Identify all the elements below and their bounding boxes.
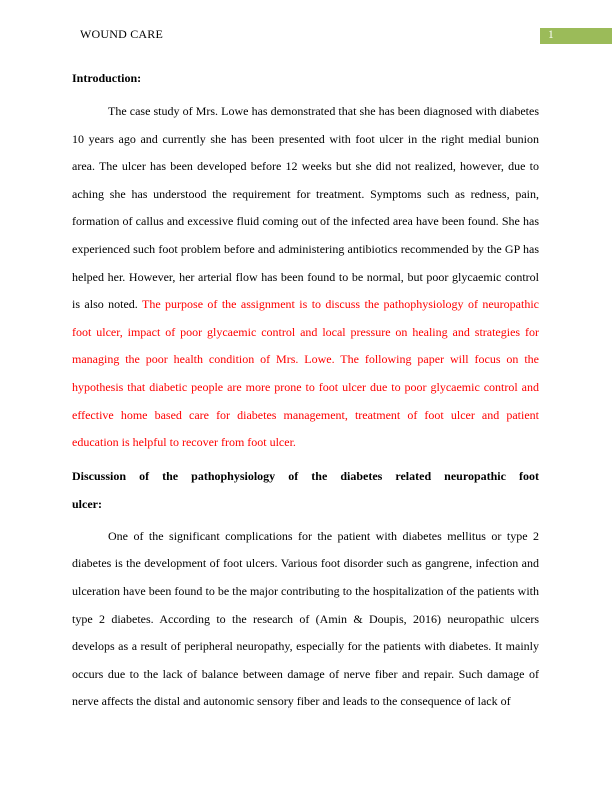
discussion-paragraph: One of the significant complications for the patient with diabetes mellitus or type 2 diabetes is the development of foot ulcers. Various foot disorder such as gangrene, infection and ulceration have been found to be the major contributing to the hospitalization of the patients with type 2 diabetes. According to the research of (Amin & Doupis, 2016) neuropathic ulcers develops as a result of peripheral neuropathy, especially for the patients with diabetes. It mainly occurs due to the lack of balance between damage of nerve fiber and repair. Such damage of nerve affects the distal and autonomic sensory fiber and leads to the consequence of lack of bbox=[72, 528, 539, 709]
page-number: 1 bbox=[548, 29, 554, 41]
document-body bbox=[72, 70, 539, 716]
introduction-text: The case study of Mrs. Lowe has demonstrated that she has been diagnosed with diabetes 10 years ago and currently she has been presented with foot ulcer in the right medial bunion area. The ulcer has been developed before 12 weeks but she did not realized, however, due to aching she has understood the requirement for treatment. Symptoms such as redness, pain, formation of callus and excessive fluid coming out of the infected area have been found. She has experienced such foot problem before and administering antibiotics recommended by the GP has helped her. However, her arterial flow has been found to be normal, but poor glycaemic control is also noted. bbox=[72, 104, 539, 312]
introduction-purpose-text: The purpose of the assignment is to discuss the pathophysiology of neuropathic foot ulcer, impact of poor glycaemic control and local pressure on healing and strategies for managing the poor health condition of Mrs. Lowe. The following paper will focus on the hypothesis that diabetic people are more prone to foot ulcer due to poor glycaemic control and effective home based care for diabetes management, treatment of foot ulcer and patient education is helpful to recover from foot ulcer. bbox=[72, 297, 539, 450]
introduction-heading: Introduction: bbox=[72, 71, 142, 85]
running-header-title: WOUND CARE bbox=[80, 27, 163, 41]
discussion-heading-line1: Discussion of the pathophysiology of the diabetes related neuropathic foot bbox=[72, 468, 539, 483]
introduction-paragraph bbox=[72, 98, 539, 457]
page-number-badge bbox=[540, 28, 612, 44]
discussion-heading-line2: ulcer: bbox=[72, 496, 102, 511]
